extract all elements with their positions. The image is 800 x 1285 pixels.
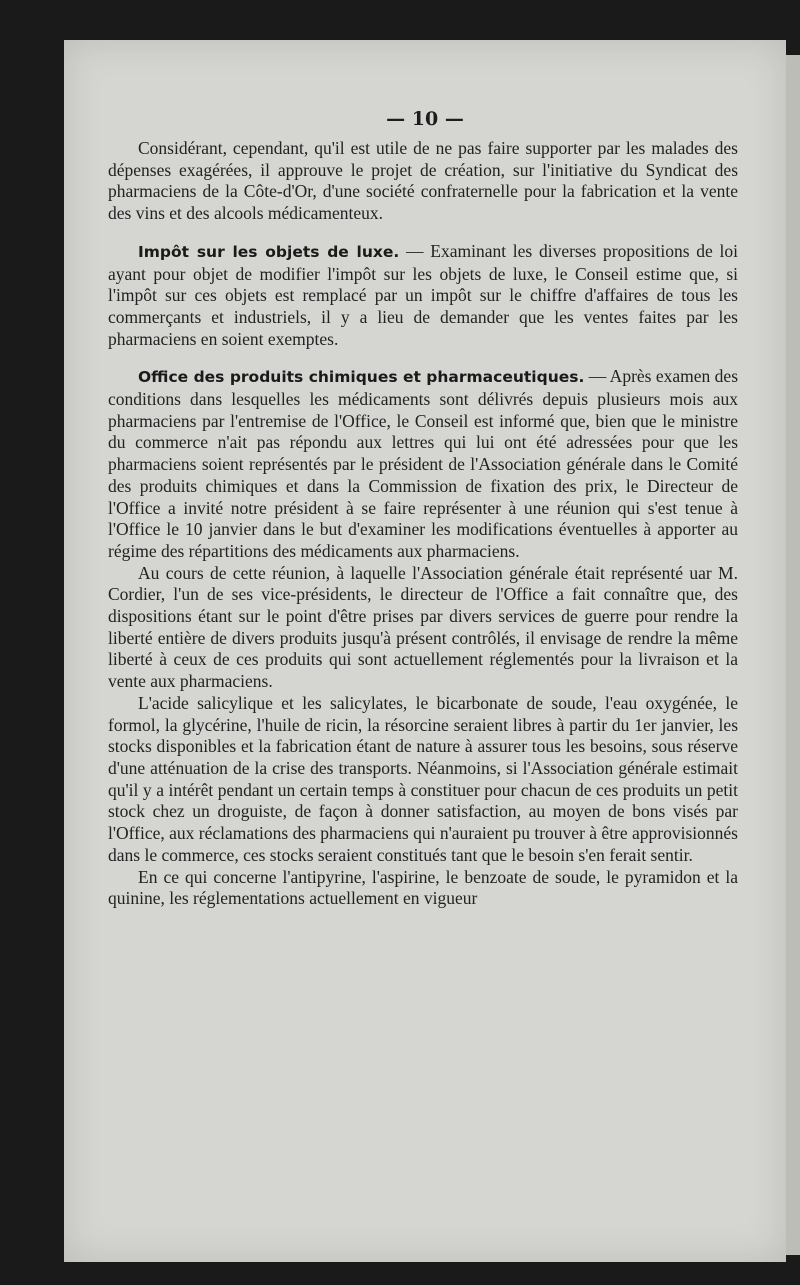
paragraph-reunion: [108, 563, 738, 693]
paragraph-considerant: [108, 138, 738, 225]
paragraph-antipyrine: [108, 867, 738, 910]
paragraph-acide-salicylique: [108, 693, 738, 867]
paragraph-office-produits: [108, 366, 738, 562]
body-text: [108, 138, 738, 1058]
paragraph-text: En ce qui concerne l'antipyrine, l'aspirine, le benzoate de soude, le pyramidon et la quinine, les réglementations actuellement en vigueur: [108, 866, 738, 909]
paragraph-text: — Après examen des conditions dans lesquelles les médicaments sont délivrés depuis plusieurs mois aux pharmaciens par l'entremise de l'Office, le Conseil est informé que, bien que le ministre du commerce n'ait pas répondu aux lettres qui lui ont été adressées pour que les pharmaciens soient représentés par le président de l'Association générale dans le Comité des produits chimiques et dans la Commission de fixation des prix, le Directeur de l'Office a invité notre président à se faire représenter à une réunion qui s'est tenue à l'Office le 10 janvier dans le but d'examiner les modifications éventuelles à apporter au régime des répartitions des médicaments aux pharmaciens.: [108, 366, 738, 561]
paragraph-text: — Examinant les diverses propositions de loi ayant pour objet de modifier l'impôt sur les objets de luxe, le Conseil estime que, si l'impôt sur ces objets est remplacé par un impôt sur le chiffre d'affaires de tous les commerçants et industriels, il y a lieu de demander que les ventes faites par les pharmaciens en soient exemptes.: [108, 240, 738, 349]
paragraph-text: Au cours de cette réunion, à laquelle l'Association générale était représenté uar M. Cordier, l'un de ses vice-présidents, le directeur de l'Office a fait connaître que, des dispositions étant sur le point d'être prises par divers services de guerre pour rendre la liberté entière de divers produits jusqu'à présent contrôlés, il envisage de rendre la même liberté à ceux de ces produits qui sont actuellement réglementés pour la livraison et la vente aux pharmaciens.: [108, 562, 738, 692]
paragraph-text: L'acide salicylique et les salicylates, le bicarbonate de soude, l'eau oxygénée, le formol, la glycérine, l'huile de ricin, la résorcine seraient libres à partir du 1er janvier, les stocks disponibles et la fabrication étant de nature à assurer tous les besoins, sous réserve d'une atténuation de la crise des transports. Néanmoins, si l'Association générale estimait qu'il y a intérêt pendant un certain temps à constituer pour chacun de ces produits un petit stock chez un droguiste, de façon à donner satisfaction, au moyen de bons visés par l'Office, aux réclamations des pharmaciens qui n'auraient pu trouver à être approvisionnés dans le commerce, ces stocks seraient constitués tant que le besoin s'en ferait sentir.: [108, 692, 738, 865]
section-heading-impot-luxe: Impôt sur les objets de luxe.: [138, 242, 400, 261]
page-number: — 10 —: [386, 108, 464, 130]
paragraph-impot-luxe: [108, 241, 738, 351]
paragraph-text: Considérant, cependant, qu'il est utile de ne pas faire supporter par les malades des dépenses exagérées, il approuve le projet de création, sur l'initiative du Syndicat des pharmaciens de la Côte-d'Or, d'une société confraternelle pour la fabrication et la vente des vins et des alcools médicamenteux.: [108, 138, 738, 224]
section-heading-office-produits: Office des produits chimiques et pharmaceutiques.: [138, 368, 585, 387]
